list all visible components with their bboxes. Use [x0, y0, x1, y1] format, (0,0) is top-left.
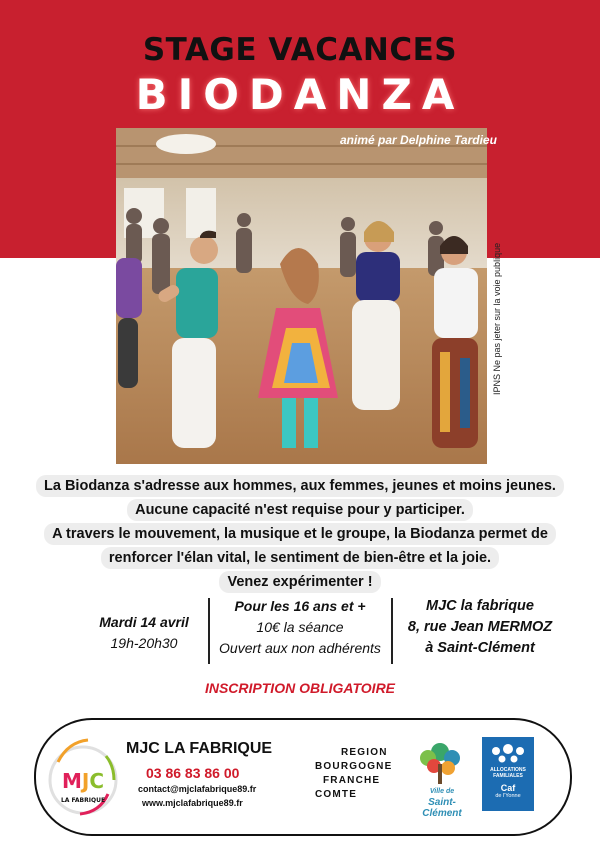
- description-line: Aucune capacité n'est requise pour y participer.: [127, 499, 473, 521]
- caf-department: de l'Yonne: [495, 793, 521, 799]
- description-line: A travers le mouvement, la musique et le groupe, la Biodanza permet de: [44, 523, 556, 545]
- open-access: Ouvert aux non adhérents: [219, 640, 381, 656]
- mjc-logo: [46, 732, 120, 826]
- description-line: renforcer l'élan vital, le sentiment de bien-être et la joie.: [101, 547, 499, 569]
- pricing-column: [212, 596, 388, 666]
- price: 10€ la séance: [256, 619, 344, 635]
- event-time: 19h-20h30: [110, 635, 178, 651]
- caf-figures-icon: [482, 739, 534, 769]
- org-website[interactable]: www.mjclafabrique89.fr: [142, 798, 243, 808]
- mjc-logo-subtext: LA FABRIQUE: [60, 797, 106, 804]
- org-email[interactable]: contact@mjclafabrique89.fr: [138, 784, 257, 794]
- registration-notice: INSCRIPTION OBLIGATOIRE: [204, 680, 396, 696]
- region-line: REGION: [341, 747, 388, 758]
- region-line: COMTE: [315, 789, 358, 800]
- caf-logo: [482, 737, 534, 811]
- caf-tagline: ALLOCATIONS FAMILIALES: [490, 767, 526, 779]
- venue-column: [396, 596, 564, 666]
- caf-name: Caf: [500, 783, 516, 793]
- ipns-note: IPNS Ne pas jeter sur la voie publique: [492, 242, 502, 395]
- poster-subtitle: BIODANZA: [135, 70, 465, 119]
- dance-photo: [116, 128, 487, 464]
- org-name: MJC LA FABRIQUE: [126, 740, 273, 757]
- venue-name: MJC la fabrique: [426, 598, 534, 614]
- column-divider: [391, 598, 393, 664]
- date-column: [84, 612, 204, 682]
- mjc-logo-text: MJC: [61, 769, 105, 793]
- venue-city: à Saint-Clément: [425, 640, 535, 656]
- poster-title: STAGE VACANCES: [142, 32, 458, 68]
- ville-logo-label: [410, 786, 474, 819]
- description-line: Venez expérimenter !: [219, 571, 380, 593]
- description-line: La Biodanza s'adresse aux hommes, aux femmes, jeunes et moins jeunes.: [36, 475, 564, 497]
- org-phone[interactable]: 03 86 83 86 00: [146, 765, 240, 781]
- region-logo: [315, 746, 392, 802]
- ville-line: Saint-Clément: [422, 797, 462, 819]
- region-line: BOURGOGNE: [315, 761, 393, 772]
- event-date: Mardi 14 avril: [99, 614, 189, 630]
- venue-address: 8, rue Jean MERMOZ: [407, 619, 553, 635]
- animator-credit: animé par Delphine Tardieu: [340, 133, 497, 147]
- column-divider: [208, 598, 210, 664]
- region-line: FRANCHE: [323, 775, 381, 786]
- age-requirement: Pour les 16 ans et +: [234, 598, 366, 614]
- ville-line: Ville de: [429, 788, 455, 795]
- description-block: [30, 474, 570, 594]
